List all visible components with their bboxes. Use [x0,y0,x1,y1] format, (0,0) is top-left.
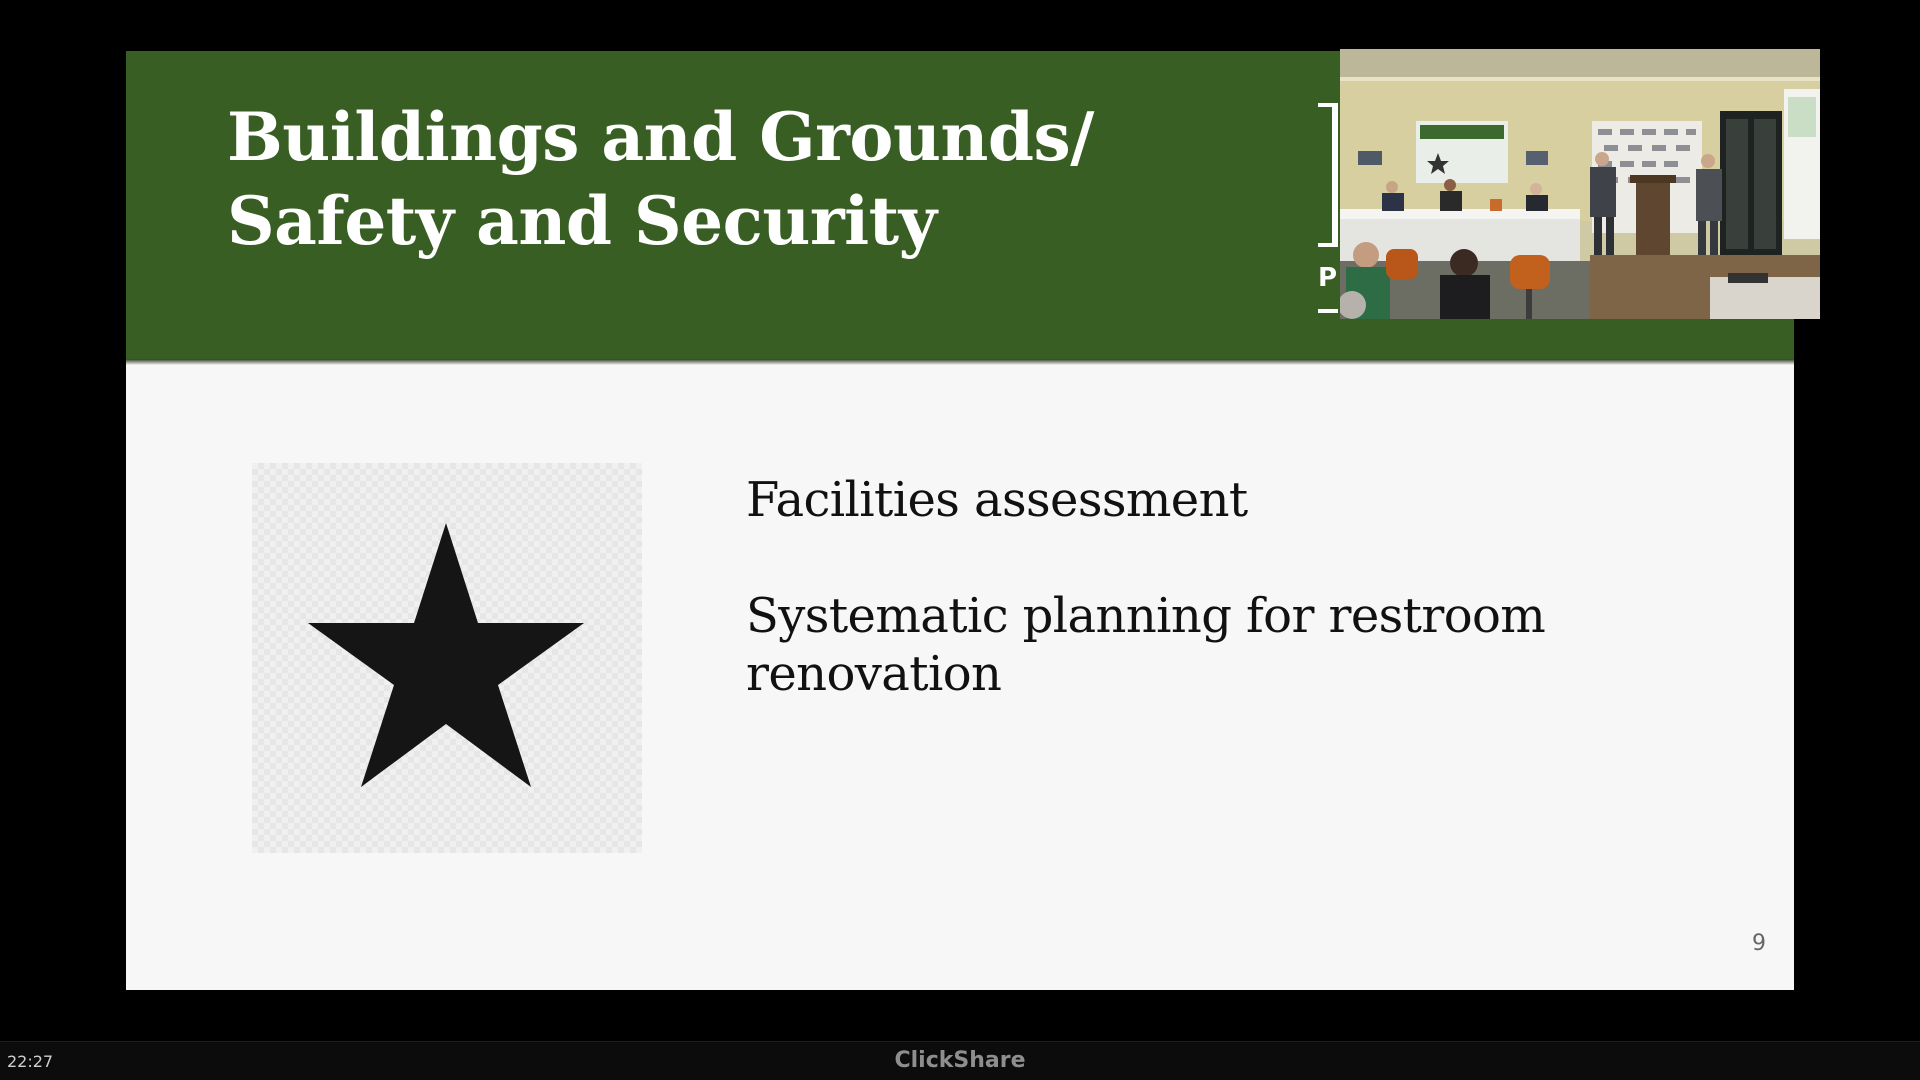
camera-scene [1340,49,1820,319]
logo-stem [1332,103,1338,243]
logo-letter: P [1318,263,1338,293]
bullet-item: Facilities assessment [746,472,1248,528]
logo-fragment [1318,103,1340,315]
logo-bar-bottom [1318,309,1338,313]
bullet-item: Systematic planning for restroom renovation [746,588,1546,702]
slide-title-line-1: Buildings and Grounds/ [227,98,1094,176]
brand-logo: ClickShare [894,1048,1026,1073]
star-icon [252,463,642,853]
star-image [252,463,642,853]
camera-feed [1340,49,1820,319]
logo-bar-mid [1318,243,1338,247]
slide-number: 9 [1752,931,1766,956]
clock: 22:27 [7,1052,54,1071]
header-shadow [126,359,1794,365]
bottom-bar [0,1041,1920,1080]
slide-title [227,95,1094,263]
bullet-list [746,471,1706,761]
slide-title-line-2: Safety and Security [227,182,937,260]
